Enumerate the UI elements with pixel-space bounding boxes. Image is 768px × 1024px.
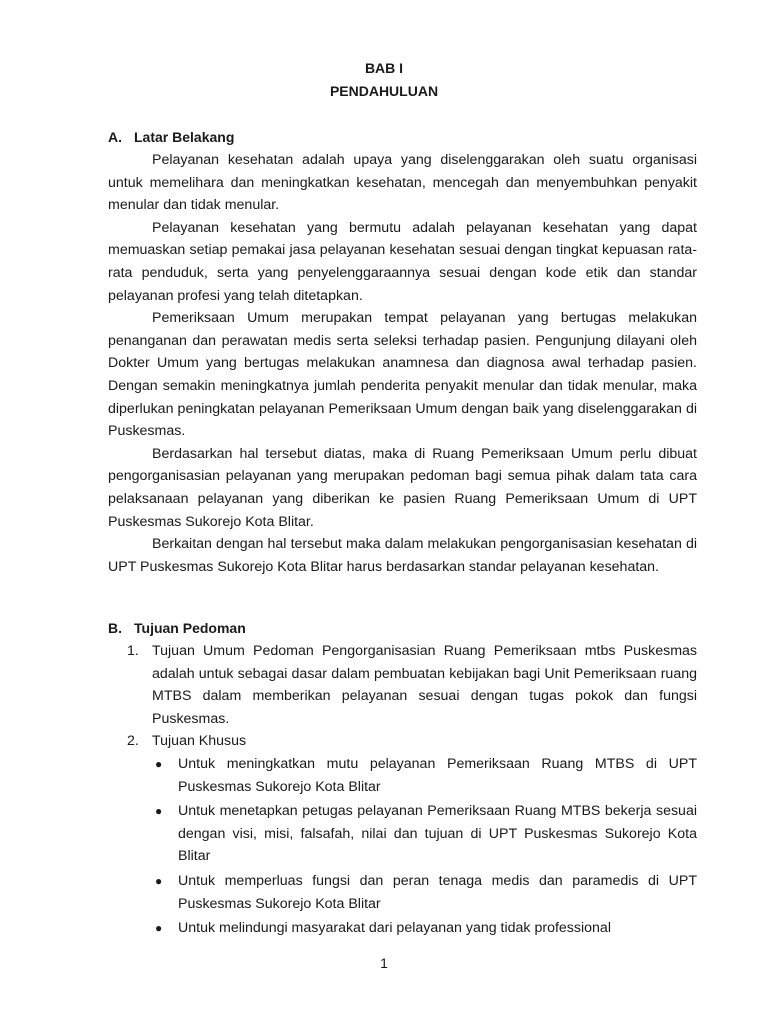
section-b-heading bbox=[108, 617, 246, 640]
paragraph: Berkaitan dengan hal tersebut maka dalam melakukan pengorganisasian kesehatan di UPT Puskesmas Sukorejo Kota Blitar harus berdasarkan standar pelayanan kesehatan. bbox=[108, 536, 697, 575]
bullet-item bbox=[152, 870, 697, 915]
bullet-icon: ● bbox=[155, 921, 163, 936]
paragraph: Pelayanan kesehatan yang bermutu adalah pelayanan kesehatan yang dapat memuaskan setiap pemakai jasa pelayanan kesehatan sesuai dengan tingkat kepuasan rata-rata penduduk, serta yang penyelenggaraannya sesuai dengan kode etik dan standar pelayanan profesi yang telah ditetapkan. bbox=[108, 219, 697, 304]
bullet-text: Untuk meningkatkan mutu pelayanan Pemeriksaan Ruang MTBS di UPT Puskesmas Sukorejo Kota Blitar bbox=[178, 755, 697, 795]
section-b-numbered-list bbox=[108, 640, 697, 940]
list-item bbox=[108, 730, 697, 939]
bullet-text: Untuk menetapkan petugas pelayanan Pemeriksaan Ruang MTBS bekerja sesuai dengan visi, misi, falsafah, nilai dan tujuan di UPT Puskesmas Sukorejo Kota Blitar bbox=[178, 803, 697, 865]
chapter-number: BAB I bbox=[364, 60, 404, 76]
section-a-heading bbox=[108, 126, 234, 149]
bullet-list bbox=[152, 753, 697, 940]
bullet-item bbox=[152, 800, 697, 868]
section-a-letter: A. bbox=[108, 129, 122, 145]
bullet-icon: ● bbox=[155, 804, 163, 819]
list-item-number: 1. bbox=[127, 643, 139, 659]
bullet-text: Untuk melindungi masyarakat dari pelayanan yang tidak professional bbox=[178, 920, 611, 937]
list-item-number: 2. bbox=[127, 733, 139, 750]
paragraph: Pelayanan kesehatan adalah upaya yang diselenggarakan oleh suatu organisasi untuk memelihara dan meningkatkan kesehatan, mencegah dan menyembuhkan penyakit menular dan tidak menular. bbox=[108, 152, 697, 214]
page-number: 1 bbox=[380, 955, 388, 971]
bullet-icon: ● bbox=[155, 756, 163, 771]
list-item-text: Tujuan Umum Pedoman Pengorganisasian Ruang Pemeriksaan mtbs Puskesmas adalah untuk sebagai dasar dalam pembuatan kebijakan bagi Unit Pemeriksaan ruang MTBS dalam memberikan pelayanan sesuai dengan tugas pokok dan fungsi Puskesmas. bbox=[152, 643, 697, 727]
section-b-letter: B. bbox=[108, 620, 122, 636]
section-a-body bbox=[108, 149, 697, 578]
bullet-text: Untuk memperluas fungsi dan peran tenaga medis dan paramedis di UPT Puskesmas Sukorejo Kota Blitar bbox=[178, 872, 697, 912]
bullet-item bbox=[152, 917, 697, 940]
section-a-title: Latar Belakang bbox=[134, 129, 235, 145]
list-item-text: Tujuan Khusus bbox=[152, 733, 247, 750]
chapter-title: PENDAHULUAN bbox=[329, 83, 439, 99]
bullet-icon: ● bbox=[155, 873, 163, 888]
paragraph: Pemeriksaan Umum merupakan tempat pelayanan yang bertugas melakukan penanganan dan perawatan medis serta seleksi terhadap pasien. Pengunjung dilayani oleh Dokter Umum yang bertugas melakukan anamnesa dan diagnosa awal terhadap pasien. Dengan semakin meningkatnya jumlah penderita penyakit menular dan tidak menular, maka diperlukan peningkatan pelayanan Pemeriksaan Umum dengan baik yang diselenggarakan di Puskesmas. bbox=[108, 310, 697, 440]
paragraph: Berdasarkan hal tersebut diatas, maka di Ruang Pemeriksaan Umum perlu dibuat pengorganisasian pelayanan yang merupakan pedoman bagi semua pihak dalam tata cara pelaksanaan pelayanan yang diberikan ke pasien Ruang Pemeriksaan Umum di UPT Puskesmas Sukorejo Kota Blitar. bbox=[108, 445, 697, 530]
section-b-title: Tujuan Pedoman bbox=[134, 620, 246, 636]
list-item bbox=[108, 640, 697, 730]
bullet-item bbox=[152, 753, 697, 798]
